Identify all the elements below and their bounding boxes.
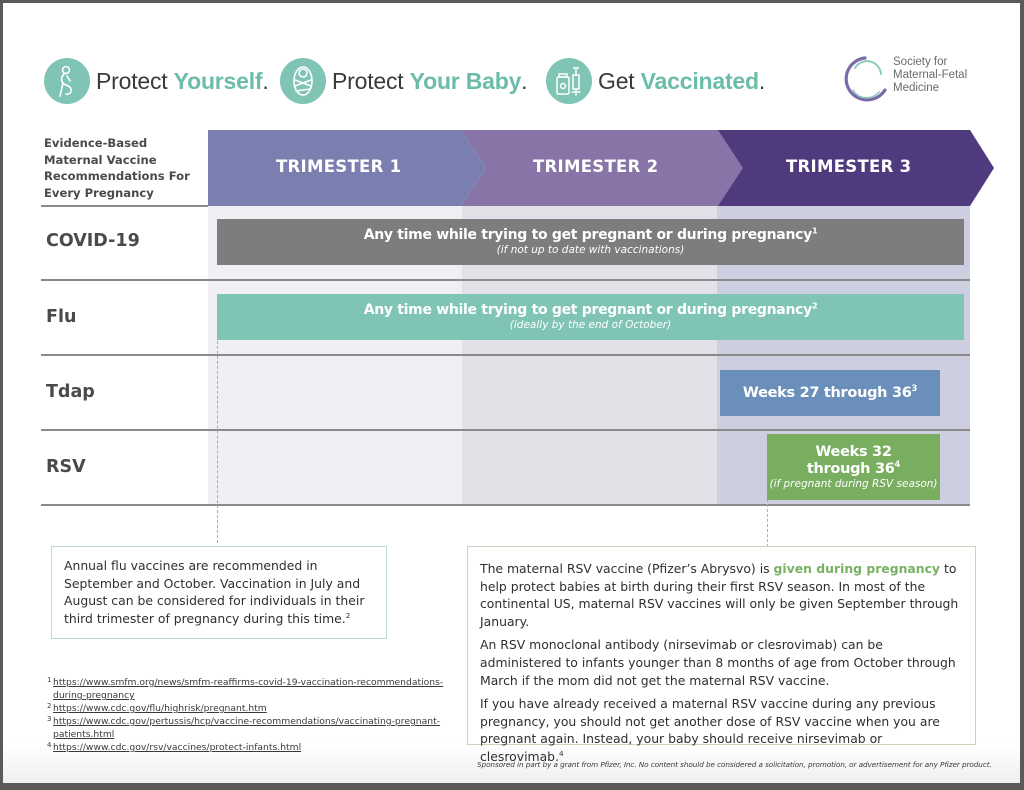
row-label-tdap: Tdap <box>46 382 95 402</box>
references <box>47 676 447 754</box>
trimester-3-label: TRIMESTER 3 <box>786 157 912 176</box>
smfm-logo <box>841 54 991 106</box>
trimester-2-label: TRIMESTER 2 <box>533 157 659 176</box>
vaccine-vial-syringe-icon <box>546 58 592 104</box>
rsv-note-connector <box>767 499 768 547</box>
tdap-bar: Weeks 27 through $36^3$ <box>720 370 940 416</box>
reference-link[interactable]: https://www.smfm.org/news/smfm-reaffirms-covid-19-vaccination-recommendations-during-pregnancy <box>53 677 444 701</box>
row-label-rsv: RSV <box>46 457 86 477</box>
divider <box>41 354 970 356</box>
row-label-flu: Flu <box>46 307 77 327</box>
slogan-protect-baby: Protect Your Baby. <box>280 56 527 106</box>
rsv-bar: Weeks 32 through $36^4$ (if pregnant during RSV season) <box>767 434 940 500</box>
slogan-highlight: Vaccinated <box>640 67 759 94</box>
covid-bar: Any time while trying to get pregnant or during pregnancy$^1$ (if not up to date with vaccinations) <box>217 219 964 265</box>
slogan-highlight: Your Baby <box>409 67 522 94</box>
row-label-covid: COVID-19 <box>46 231 140 251</box>
rsv-note-paragraph-1: The maternal RSV vaccine (Pfizer’s Abrysvo) is given during pregnancy to help protect babies at birth during their first RSV season. In most of the continental US, maternal RSV vaccines will only be given September through January. <box>480 561 959 629</box>
slogan-protect-yourself: Protect Yourself. <box>44 56 269 106</box>
slogan-highlight: Yourself <box>173 67 263 94</box>
smfm-logo-icon <box>841 54 891 106</box>
reference-item: 2 https://www.cdc.gov/flu/highrisk/pregnant.htm <box>47 702 267 714</box>
divider <box>41 205 208 207</box>
reference-link[interactable]: https://www.cdc.gov/flu/highrisk/pregnant.htm <box>53 703 267 714</box>
reference-link[interactable]: https://www.cdc.gov/pertussis/hcp/vaccine-recommendations/vaccinating-pregnant-patients.html <box>53 716 441 740</box>
table-title: Evidence-Based Maternal Vaccine Recommendations For Every Pregnancy <box>44 136 190 200</box>
rsv-note-paragraph-3: If you have already received a maternal RSV vaccine during any previous pregnancy, you should not get another dose of RSV vaccine when you are pregnant again. Instead, your baby should receive nirsevimab or clesrovimab.$^4$ <box>480 696 940 764</box>
divider <box>41 504 970 506</box>
trimester-header <box>208 130 994 206</box>
rsv-highlight: given during pregnancy <box>773 561 941 576</box>
reference-item: 1 https://www.smfm.org/news/smfm-reaffirms-covid-19-vaccination-recommendations-during-pregnancy <box>47 676 444 701</box>
divider <box>41 429 970 431</box>
reference-item: 4 https://www.cdc.gov/rsv/vaccines/protect-infants.html <box>47 741 302 753</box>
divider <box>41 279 970 281</box>
flu-note: Annual flu vaccines are recommended in September and October. Vaccination in July and August can be considered for individuals in their third trimester of pregnancy during this time.$^2$ <box>51 546 387 639</box>
reference-link[interactable]: https://www.cdc.gov/rsv/vaccines/protect-infants.html <box>53 742 302 753</box>
swaddled-baby-icon <box>280 58 326 104</box>
page <box>3 3 1020 783</box>
rsv-note-paragraph-2: An RSV monoclonal antibody (nirsevimab or clesrovimab) can be administered to infants younger than 8 months of age from October through March if the mom did not get the maternal RSV vaccine. <box>480 637 956 688</box>
flu-bar: Any time while trying to get pregnant or during pregnancy$^2$ (ideally by the end of October) <box>217 294 964 340</box>
flu-note-connector <box>217 341 218 543</box>
sponsor-disclaimer: Sponsored in part by a grant from Pfizer, Inc. No content should be considered a solicitation, promotion, or advertisement for any Pfizer product. <box>477 760 992 769</box>
logo-text: Society for Maternal-Fetal Medicine <box>893 56 968 94</box>
trimester-1-label: TRIMESTER 1 <box>276 157 402 176</box>
slogan-get-vaccinated: Get Vaccinated. <box>546 56 765 106</box>
reference-item: 3 https://www.cdc.gov/pertussis/hcp/vaccine-recommendations/vaccinating-pregnant-patients.html <box>47 715 441 740</box>
rsv-note <box>467 546 976 764</box>
pregnant-woman-icon <box>44 58 90 104</box>
